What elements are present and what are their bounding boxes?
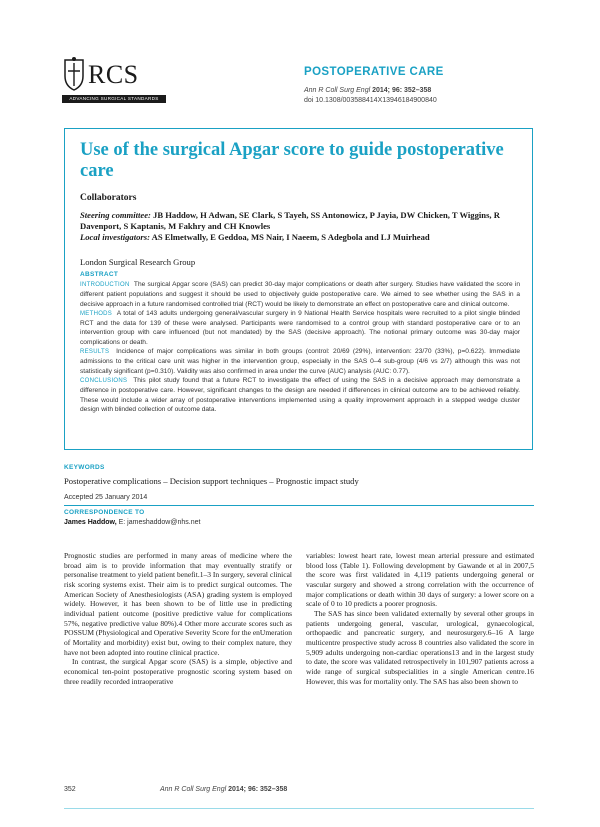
correspondence-line: [64, 519, 200, 526]
journal-year-volume: 2014; 96: 352–358: [372, 87, 432, 94]
footer-journal: Ann R Coll Surg Engl: [160, 786, 227, 793]
research-group: London Surgical Research Group: [80, 257, 196, 267]
keywords-heading: KEYWORDS: [64, 464, 105, 471]
local-label: Local investigators:: [80, 232, 150, 243]
steering-names: JB Haddow, H Adwan, SE Clark, S Tayeh, SS Antonowicz, P Jayia, DW Chicken, T Wiggins, R Davenport, S Kaptanis, M Fakhry and CH Knowles: [80, 210, 500, 232]
steering-label: Steering committee:: [80, 210, 151, 220]
abstract-text: [80, 280, 520, 414]
results-text: Incidence of major complications was similar in both groups (control: 20/69 (29%), intervention: 23/70 (33%), p=0.622). Immediate admissions to the critical care unit was higher in the intervention group, especially in the SAS 0–4 sub-group (4/6 vs 2/7) although this was not statistically significant (p=0.310). Validity was also confirmed in area under the curve (AUC) analysis (AUC: 0.77).: [80, 348, 521, 375]
divider: [64, 505, 534, 506]
logo-tagline: ADVANCING SURGICAL STANDARDS: [62, 95, 166, 103]
rcs-logo: [60, 52, 170, 106]
conclusions-label: CONCLUSIONS: [80, 377, 128, 384]
footer-year-volume: 2014; 96: 352–358: [228, 786, 288, 793]
correspondence-name: James Haddow,: [64, 519, 117, 526]
doi[interactable]: doi 10.1308/003588414X13946184900840: [304, 97, 437, 104]
footer-rule: [64, 808, 534, 809]
accepted-date: Accepted 25 January 2014: [64, 494, 148, 501]
logo-wordmark: RCS: [88, 60, 139, 89]
section-label: POSTOPERATIVE CARE: [304, 66, 444, 78]
intro-label: INTRODUCTION: [80, 282, 130, 288]
methods-text: A total of 143 adults undergoing general/vascular surgery in 9 National Health Service hospitals were recruited to a pilot single blinded RCT and the data for 139 of these were analysed. Participants were randomised to a control group with standard postoperative care or to an intervention group with care influenced (but not mandated) by the SAS (decisive approach). The notional primary outcome was 30-day major complications or death.: [80, 309, 520, 346]
body-paragraph: The SAS has since been validated externally by several other groups in patients undergoing general, vascular, urological, gynaecological, orthopaedic and pancreatic surgery, and neurosurgery.6–16 A large multicentre prospective study across 8 countries also validated the score in 5,909 adults undergoing non-cardiac operations13 and in the largest study to date, the score was validated retrospectively in 101,907 patients across a wide range of surgical subspecialities in a single American centre.16 However, this was for mortality only. The SAS has also been shown to: [306, 608, 534, 686]
body-column-right: [306, 551, 534, 686]
footer-citation: [160, 786, 287, 793]
body-column-left: [64, 551, 292, 686]
intro-text: The surgical Apgar score (SAS) can predict 30-day major complications or death after surgery. Studies have validated the score in different patient populations and suggest it should be used to objectively guide postoperative care. We aimed to see whether using the SAS in a decisive approach in a future randomised controlled trial (RCT) would be likely to demonstrate an effect on postoperative care and clinical outcome.: [80, 281, 521, 308]
author-list: [80, 210, 525, 244]
body-paragraph: variables: lowest heart rate, lowest mean arterial pressure and estimated blood loss (Table 1). Following development by Gawande et al in 2007,5 the score was first validated in 4,119 patients undergoing general or vascular surgery and showed a strong correlation with the occurrence of major complications or death within 30 days of surgery: a lower score on a scale of 0 to 10 predicts a poorer prognosis.: [306, 551, 534, 609]
keywords-text: Postoperative complications – Decision support techniques – Prognostic impact study: [64, 476, 359, 486]
body-paragraph: Prognostic studies are performed in many areas of medicine where the broad aim is to provide information that may eventually stratify or personalise treatment to yield patient benefit.1–3 In surgery, several clinical risk scoring systems exist. Their aim is to predict surgical outcomes. The American Society of Anesthesiologists (ASA) grading system is employed widely. However, it has been shown to be of little use in predicting individual patient outcome (positive predictive value for complications 57%, negative predictive value 80%).4 Other more accurate scores such as POSSUM (Physiological and Operative Severity Score for the enUmeration of Mortality and morbidity) exist but, owing to their complex nature, they have not been adopted into routine clinical practice.: [64, 551, 292, 657]
abstract-heading: ABSTRACT: [80, 271, 119, 278]
methods-label: METHODS: [80, 310, 113, 317]
conclusions-text: This pilot study found that a future RCT to investigate the effect of using the SAS in a decisive approach may demonstrate a difference in postoperative care. However, significant changes to the design are needed if differences in clinical outcome are to be achieved reliably. These would include a wider array of postoperative interventions implemented using a quality improvement approach in a stepped wedge cluster design with blinded collection of outcome data.: [80, 376, 521, 413]
article-title: Use of the surgical Apgar score to guide postoperative care: [80, 140, 504, 181]
correspondence-heading: CORRESPONDENCE TO: [64, 509, 145, 516]
body-paragraph: In contrast, the surgical Apgar score (SAS) is a simple, objective and economical ten-point postoperative prognostic scoring system based on three readily recorded intraoperative: [64, 657, 292, 686]
collaborators-heading: Collaborators: [80, 193, 137, 203]
journal-citation: [304, 87, 431, 94]
correspondence-email[interactable]: E: jameshaddow@nhs.net: [118, 519, 201, 526]
page-number: 352: [64, 786, 76, 793]
local-names: AS Elmetwally, E Geddoa, MS Nair, I Naeem, S Adegbola and LJ Muirhead: [151, 232, 430, 243]
results-label: RESULTS: [80, 349, 110, 356]
journal-name: Ann R Coll Surg Engl: [304, 87, 371, 94]
rcs-crest-icon: [62, 56, 86, 92]
